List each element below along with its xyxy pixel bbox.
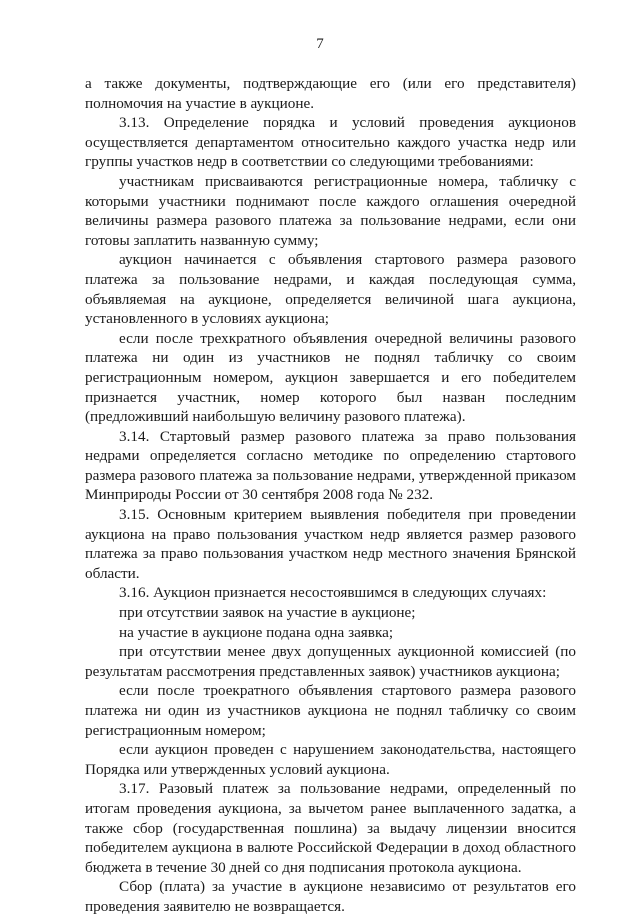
paragraph-auction-end: если после трехкратного объявления очередной величины разового платежа ни один из участников не поднял табличку со своим регистрационным номером, аукцион завершается и его победителем признается участник, номер которого был назван последним (предложивший наибольшую величину разового платежа). xyxy=(85,329,576,426)
paragraph-3-15: 3.15. Основным критерием выявления победителя при проведении аукциона на право пользования участком недр является размер разового платежа за право пользования участком недр местного значения Брянской области. xyxy=(85,506,576,582)
document-body xyxy=(85,74,576,917)
paragraph-no-applications: при отсутствии заявок на участие в аукционе; xyxy=(119,604,416,622)
paragraph-3-14: 3.14. Стартовый размер разового платежа за право пользования недрами определяется согласно методике по определению стартового размера разового платежа за пользование недрами, утвержденной приказом Минприроды России от 30 сентября 2008 года № 232. xyxy=(85,427,576,504)
page-number: 7 xyxy=(316,36,324,52)
paragraph-fewer-than-two: при отсутствии менее двух допущенных аукционной комиссией (по результатам рассмотрения представленных заявок) участников аукциона; xyxy=(85,643,576,680)
paragraph-registration-numbers: участникам присваиваются регистрационные номера, табличку с которыми участники поднимают после каждого оглашения очередной величины размера разового платежа за пользование недрами, если они готовы заплатить названную сумму; xyxy=(85,172,576,249)
paragraph-fee-not-returned: Сбор (плата) за участие в аукционе независимо от результатов его проведения заявителю не возвращается. xyxy=(85,878,576,915)
paragraph-3-17: 3.17. Разовый платеж за пользование недрами, определенный по итогам проведения аукциона, за вычетом ранее выплаченного задатка, а также сбор (государственная пошлина) за выдачу лицензии вносится победителем аукциона в валюте Российской Федерации в доход областного бюджета в течение 30 дней со дня подписания протокола аукциона. xyxy=(85,780,576,876)
paragraph-law-violation: если аукцион проведен с нарушением законодательства, настоящего Порядка или утвержденных условий аукциона. xyxy=(85,741,576,778)
paragraph-auction-start: аукцион начинается с объявления стартового размера разового платежа за пользование недрами, и каждая последующая сумма, объявляемая на аукционе, определяется величиной шага аукциона, установленного в условиях аукциона; xyxy=(85,251,576,328)
paragraph-3-16: 3.16. Аукцион признается несостоявшимся в следующих случаях: xyxy=(119,584,547,602)
paragraph-one-application: на участие в аукционе подана одна заявка; xyxy=(119,623,394,641)
paragraph-documents-continuation: а также документы, подтверждающие его (или его представителя) полномочия на участие в аукционе. xyxy=(85,75,576,112)
paragraph-3-13: 3.13. Определение порядка и условий проведения аукционов осуществляется департаментом относительно каждого участка недр или группы участков недр в соответствии со следующими требованиями: xyxy=(85,114,576,171)
paragraph-no-sign-raised: если после троекратного объявления стартового размера разового платежа ни один из участников аукциона не поднял табличку со своим регистрационным номером; xyxy=(85,682,576,739)
